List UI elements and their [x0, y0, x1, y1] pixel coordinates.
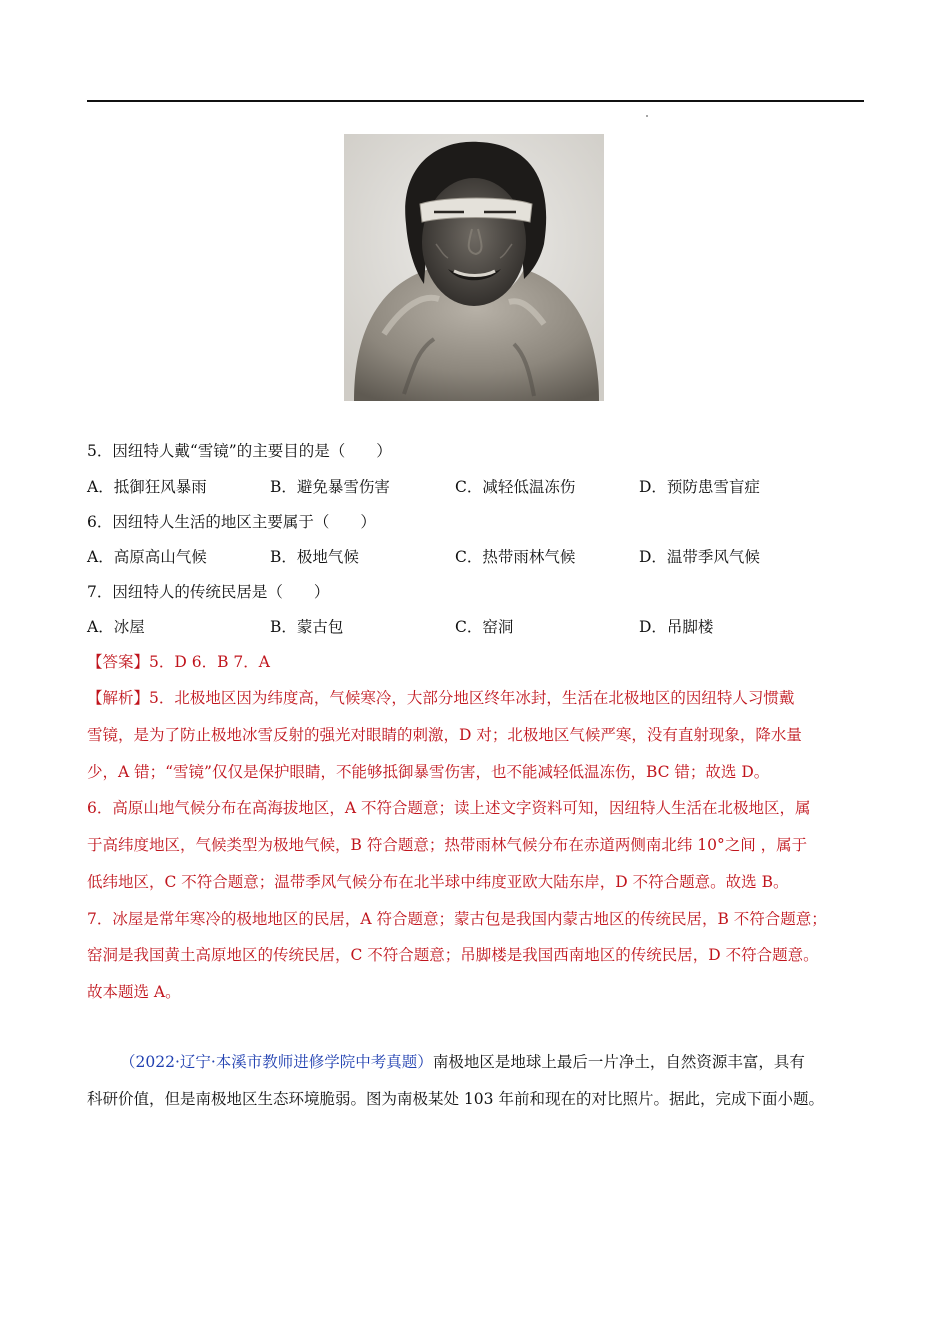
q6-option-d: D．温带季风气候: [639, 548, 760, 566]
question-5-stem: 5．因纽特人戴“雪镜”的主要目的是（ ）: [87, 442, 392, 460]
speck: [646, 115, 648, 117]
q6-option-c: C．热带雨林气候: [455, 548, 576, 566]
q5-option-d: D．预防患雪盲症: [639, 478, 760, 496]
analysis-line: 故本题选 A。: [87, 983, 181, 1001]
q7-option-c: C．窑洞: [455, 618, 514, 636]
analysis-line: 6．高原山地气候分布在高海拔地区，A 不符合题意；读上述文字资料可知，因纽特人生活在北极地区，属: [87, 799, 811, 817]
q5-option-a: A．抵御狂风暴雨: [87, 478, 207, 496]
source-citation: （2022·辽宁·本溪市教师进修学院中考真题）: [120, 1053, 433, 1071]
analysis-line: 少，A 错；“雪镜”仅仅是保护眼睛，不能够抵御暴雪伤害，也不能减轻低温冻伤，BC 错；故选 D。: [87, 763, 770, 781]
next-intro-line-2: 科研价值，但是南极地区生态环境脆弱。图为南极某处 103 年前和现在的对比照片。据此，完成下面小题。: [87, 1090, 824, 1108]
q7-option-d: D．吊脚楼: [639, 618, 714, 636]
q6-option-b: B．极地气候: [270, 548, 359, 566]
header-rule: [87, 100, 864, 102]
inuit-snow-goggles-photo: [344, 134, 604, 401]
analysis-line: 低纬地区，C 不符合题意；温带季风气候分布在北半球中纬度亚欧大陆东岸，D 不符合题意。故选 B。: [87, 873, 789, 891]
analysis-line: 雪镜，是为了防止极地冰雪反射的强光对眼睛的刺激，D 对；北极地区气候严寒，没有直射现象，降水量: [87, 726, 802, 744]
analysis-line: 【解析】5．北极地区因为纬度高，气候寒冷，大部分地区终年冰封，生活在北极地区的因纽特人习惯戴: [87, 689, 795, 707]
intro-text: 南极地区是地球上最后一片净土，自然资源丰富，具有: [432, 1053, 805, 1071]
answer-line: 【答案】5．D 6．B 7．A: [87, 653, 270, 671]
question-7-stem: 7．因纽特人的传统民居是（ ）: [87, 583, 330, 601]
analysis-line: 7．冰屋是常年寒冷的极地地区的民居，A 符合题意；蒙古包是我国内蒙古地区的传统民居，B 不符合题意；: [87, 910, 827, 928]
q5-option-c: C．减轻低温冻伤: [455, 478, 576, 496]
next-intro-line-1: [120, 1052, 805, 1072]
q5-option-b: B．避免暴雪伤害: [270, 478, 390, 496]
analysis-line: 窑洞是我国黄土高原地区的传统民居，C 不符合题意；吊脚楼是我国西南地区的传统民居，D 不符合题意。: [87, 946, 819, 964]
question-6-stem: 6．因纽特人生活的地区主要属于（ ）: [87, 513, 376, 531]
q7-option-b: B．蒙古包: [270, 618, 344, 636]
q7-option-a: A．冰屋: [87, 618, 145, 636]
q6-option-a: A．高原高山气候: [87, 548, 207, 566]
analysis-line: 于高纬度地区，气候类型为极地气候，B 符合题意；热带雨林气候分布在赤道两侧南北纬 10°之间 ，属于: [87, 836, 808, 854]
